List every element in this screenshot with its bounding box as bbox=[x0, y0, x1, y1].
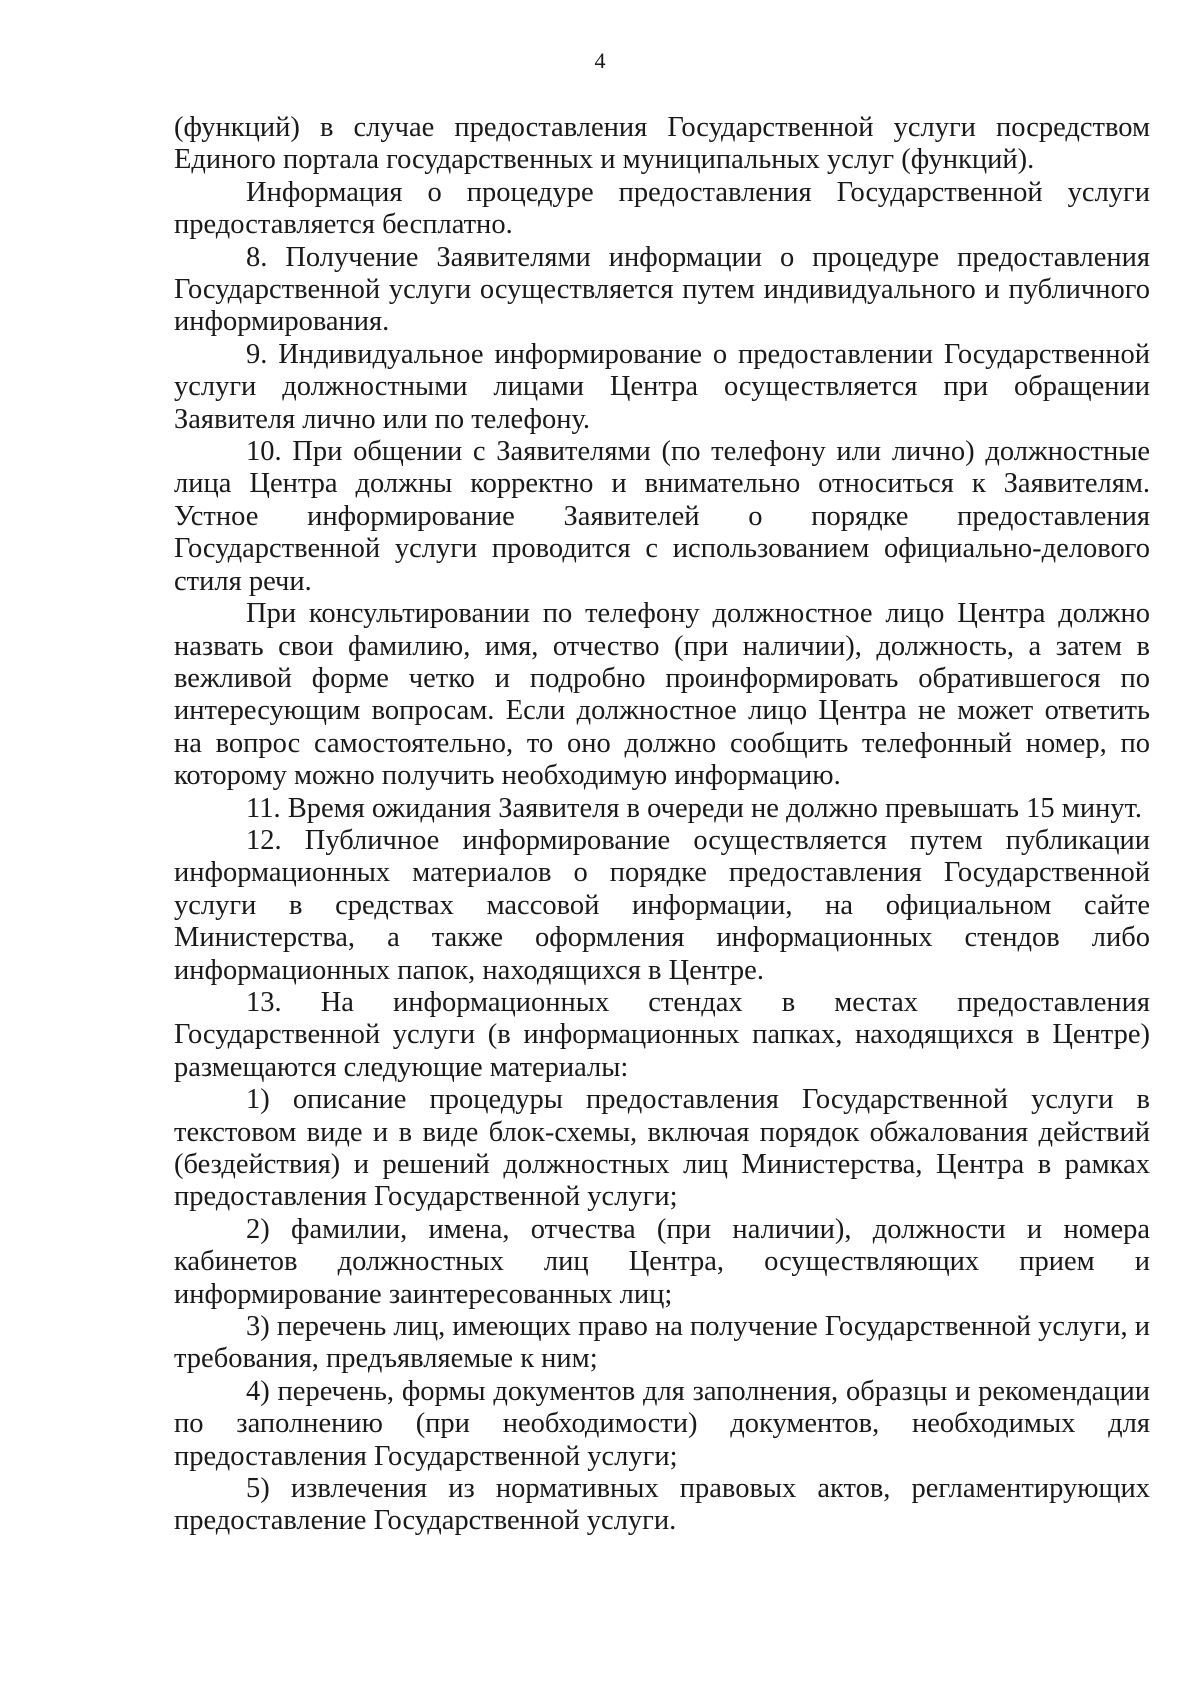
list-item: 3) перечень лиц, имеющих право на получение Государственной услуги, и требования, предъявляемые к ним; bbox=[174, 1311, 1150, 1375]
paragraph: 10. При общении с Заявителями (по телефону или лично) должностные лица Центра должны корректно и внимательно относиться к Заявителям. Устное информирование Заявителей о порядке предоставления Государственной услуги проводится с использованием официально-делового стиля речи. bbox=[174, 436, 1150, 597]
paragraph: Информация о процедуре предоставления Государственной услуги предоставляется бесплатно. bbox=[174, 176, 1150, 241]
paragraph: 12. Публичное информирование осуществляется путем публикации информационных материалов о порядке предоставления Государственной услуги в средствах массовой информации, на официальном сайте Министерства, а также оформления информационных стендов либо информационных папок, находящихся в Центре. bbox=[174, 824, 1150, 986]
list-item: 1) описание процедуры предоставления Государственной услуги в текстовом виде и в виде блок-схемы, включая порядок обжалования действий (бездействия) и решений должностных лиц Министерства, Центра в рамках предоставления Государственной услуги; bbox=[174, 1084, 1150, 1213]
paragraph: 13. На информационных стендах в местах предоставления Государственной услуги (в информационных папках, находящихся в Центре) размещаются следующие материалы: bbox=[174, 986, 1150, 1083]
paragraph: 9. Индивидуальное информирование о предоставлении Государственной услуги должностными лицами Центра осуществляется при обращении Заявителя лично или по телефону. bbox=[174, 338, 1150, 435]
paragraph: 11. Время ожидания Заявителя в очереди не должно превышать 15 минут. bbox=[246, 792, 1143, 824]
paragraph: При консультировании по телефону должностное лицо Центра должно назвать свои фамилию, имя, отчество (при наличии), должность, а затем в вежливой форме четко и подробно проинформировать обратившегося по интересующим вопросам. Если должностное лицо Центра не может ответить на вопрос самостоятельно, то оно должно сообщить телефонный номер, по которому можно получить необходимую информацию. bbox=[174, 598, 1150, 792]
paragraph: (функций) в случае предоставления Государственной услуги посредством Единого портала государственных и муниципальных услуг (функций). bbox=[174, 112, 1150, 176]
paragraph: 8. Получение Заявителями информации о процедуре предоставления Государственной услуги осуществляется путем индивидуального и публичного информирования. bbox=[174, 241, 1150, 338]
document-body bbox=[174, 112, 1150, 1538]
list-item: 4) перечень, формы документов для заполнения, образцы и рекомендации по заполнению (при необходимости) документов, необходимых для предоставления Государственной услуги; bbox=[174, 1375, 1150, 1472]
list-item: 2) фамилии, имена, отчества (при наличии), должности и номера кабинетов должностных лиц Центра, осуществляющих прием и информирование заинтересованных лиц; bbox=[174, 1213, 1150, 1310]
page-number: 4 bbox=[594, 48, 606, 73]
list-item: 5) извлечения из нормативных правовых актов, регламентирующих предоставление Государственной услуги. bbox=[174, 1473, 1150, 1537]
